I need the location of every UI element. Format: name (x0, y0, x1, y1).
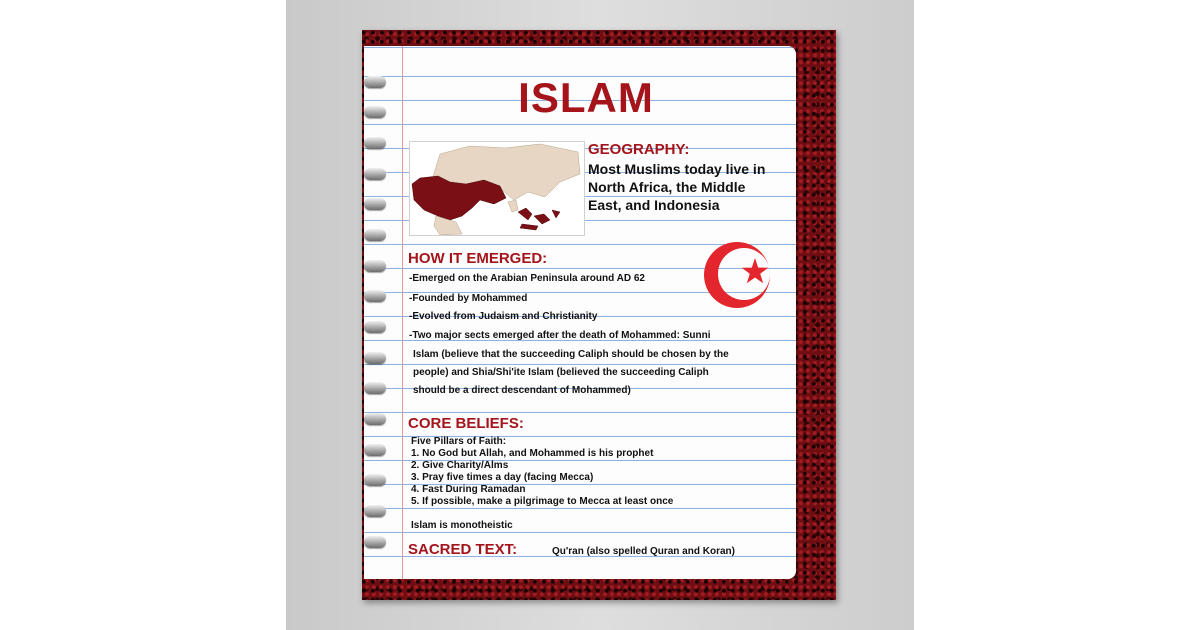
spiral-ring (364, 505, 386, 517)
emerged-line: -Founded by Mohammed (409, 293, 528, 304)
beliefs-heading: CORE BELIEFS: (408, 415, 524, 432)
emerged-line: should be a direct descendant of Mohammed) (413, 385, 631, 396)
spiral-ring (364, 229, 386, 241)
emerged-line: people) and Shia/Shi'ite Islam (believed the succeeding Caliph (413, 367, 709, 378)
spiral-ring (364, 352, 386, 364)
belief-item: 5. If possible, make a pilgrimage to Mecca at least once (411, 496, 674, 507)
spiral-ring (364, 106, 386, 118)
belief-item: 1. No God but Allah, and Mohammed is his prophet (411, 448, 654, 459)
spiral-ring (364, 413, 386, 425)
spiral-ring (364, 474, 386, 486)
beliefs-intro: Five Pillars of Faith: (411, 436, 507, 447)
spiral-ring (364, 76, 386, 88)
emerged-line: Islam (believe that the succeeding Caliph should be chosen by the (413, 349, 729, 360)
emerged-line: -Two major sects emerged after the death of Mohammed: Sunni (409, 330, 711, 341)
crescent-and-star-icon (700, 240, 776, 310)
sacred-text-value: Qu'ran (also spelled Quran and Koran) (552, 546, 735, 557)
belief-item: 2. Give Charity/Alms (411, 460, 509, 471)
spiral-ring (364, 321, 386, 333)
sacred-text-heading: SACRED TEXT: (408, 541, 518, 558)
emerged-line: -Emerged on the Arabian Peninsula around AD 62 (409, 273, 645, 284)
muslim-world-map (409, 141, 585, 236)
spiral-ring (364, 260, 386, 272)
spiral-ring (364, 137, 386, 149)
spiral-ring (364, 290, 386, 302)
margin-line (402, 46, 403, 579)
spiral-ring (364, 198, 386, 210)
spiral-ring (364, 382, 386, 394)
geography-heading: GEOGRAPHY: (588, 141, 690, 158)
beliefs-note: Islam is monotheistic (411, 520, 513, 531)
geography-text: Most Muslims today live in North Africa, the Middle East, and Indonesia (588, 161, 766, 213)
belief-item: 3. Pray five times a day (facing Mecca) (411, 472, 594, 483)
emerged-heading: HOW IT EMERGED: (408, 250, 548, 267)
emerged-line: -Evolved from Judaism and Christianity (409, 311, 598, 322)
spiral-ring (364, 536, 386, 548)
page-title: ISLAM (518, 74, 654, 121)
belief-item: 4. Fast During Ramadan (411, 484, 526, 495)
spiral-ring (364, 444, 386, 456)
spiral-ring (364, 168, 386, 180)
